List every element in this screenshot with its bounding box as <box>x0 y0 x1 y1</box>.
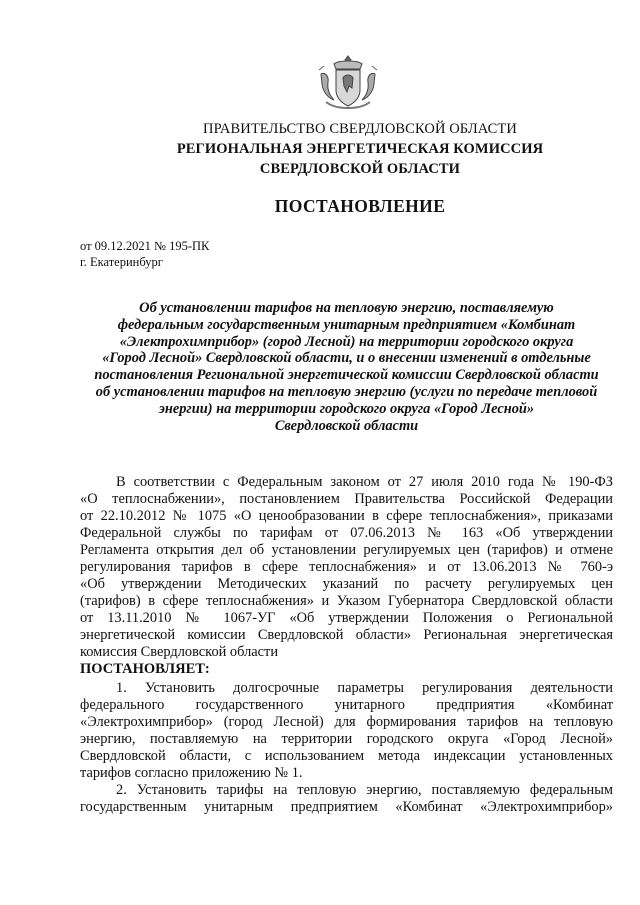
preamble-line: «О теплоснабжении», постановлением Правительства Российской Федерации <box>80 491 613 507</box>
document-title: ПОСТАНОВЛЕНИЕ <box>274 196 446 216</box>
document-subject <box>80 300 613 434</box>
subject-line: «Электрохимприбор» (город Лесной) на территории городского округа <box>119 333 574 350</box>
preamble-line: комиссия Свердловской области <box>80 644 279 660</box>
item-1-line: Свердловской области, с использованием метода индексации установленных <box>80 748 613 764</box>
subject-line: постановления Региональной энергетической комиссии Свердловской области <box>94 367 599 384</box>
item-2-line: 2. Установить тарифы на тепловую энергию, поставляемую федеральным <box>116 782 613 798</box>
item-2-line: государственным унитарным предприятием «Комбинат «Электрохимприбор» <box>80 799 613 815</box>
preamble-line: от 13.11.2010 № 1067-УГ «Об утверждении Положения о Региональной <box>80 610 613 626</box>
region-name: СВЕРДЛОВСКОЙ ОБЛАСТИ <box>259 161 461 177</box>
subject-line: «Город Лесной» Свердловской области, и о внесении изменений в отдельные <box>102 350 591 367</box>
government-name: ПРАВИТЕЛЬСТВО СВЕРДЛОВСКОЙ ОБЛАСТИ <box>203 121 517 137</box>
document-city: г. Екатеринбург <box>80 255 163 269</box>
item-1-line: тарифов согласно приложению № 1. <box>80 765 303 781</box>
document-date-number: от 09.12.2021 № 195-ПК <box>80 239 210 253</box>
subject-line: об установлении тарифов на тепловую энергию (услуги по передаче тепловой <box>95 383 598 400</box>
preamble-line: (тарифов) в сфере теплоснабжения» и Указом Губернатора Свердловской области <box>80 593 613 609</box>
subject-line: федеральным государственным унитарным предприятием «Комбинат <box>117 316 576 333</box>
item-1-line: «Электрохимприбор» (город Лесной) для формирования тарифов на тепловую <box>80 714 613 730</box>
decree-word: ПОСТАНОВЛЯЕТ: <box>80 661 210 677</box>
subject-line: Свердловской области <box>274 417 419 434</box>
item-1-line: энергию, поставляемую на территории городского округа «Город Лесной» <box>80 731 613 747</box>
preamble-line: «Об утверждении Методических указаний по расчету регулируемых цен <box>80 576 613 592</box>
preamble-line: от 22.10.2012 № 1075 «О ценообразовании в сфере теплоснабжения», приказами <box>80 508 613 524</box>
subject-line: Об установлении тарифов на тепловую энергию, поставляемую <box>139 300 554 316</box>
item-2-paragraph <box>80 782 613 816</box>
item-1-paragraph <box>80 680 613 782</box>
coat-of-arms-icon <box>316 52 380 112</box>
preamble-line: регулирования тарифов в сфере теплоснабжения» и от 13.06.2013 № 760-э <box>80 559 613 575</box>
item-1-line: 1. Установить долгосрочные параметры регулирования деятельности <box>116 680 613 696</box>
commission-name: РЕГИОНАЛЬНАЯ ЭНЕРГЕТИЧЕСКАЯ КОМИССИЯ <box>176 141 544 157</box>
preamble-line: В соответствии с Федеральным законом от 27 июля 2010 года № 190-ФЗ <box>116 474 613 490</box>
preamble-line: Регламента открытия дел об установлении регулируемых цен (тарифов) и отмене <box>80 542 613 558</box>
item-1-line: федерального государственного унитарного предприятия «Комбинат <box>80 697 613 713</box>
subject-line: энергии) на территории городского округа «Город Лесной» <box>158 400 535 417</box>
preamble-paragraph <box>80 474 613 661</box>
preamble-line: энергетической комиссии Свердловской области» Региональная энергетическая <box>80 627 613 643</box>
preamble-line: Федеральной службы по тарифам от 07.06.2013 № 163 «Об утверждении <box>80 525 613 541</box>
